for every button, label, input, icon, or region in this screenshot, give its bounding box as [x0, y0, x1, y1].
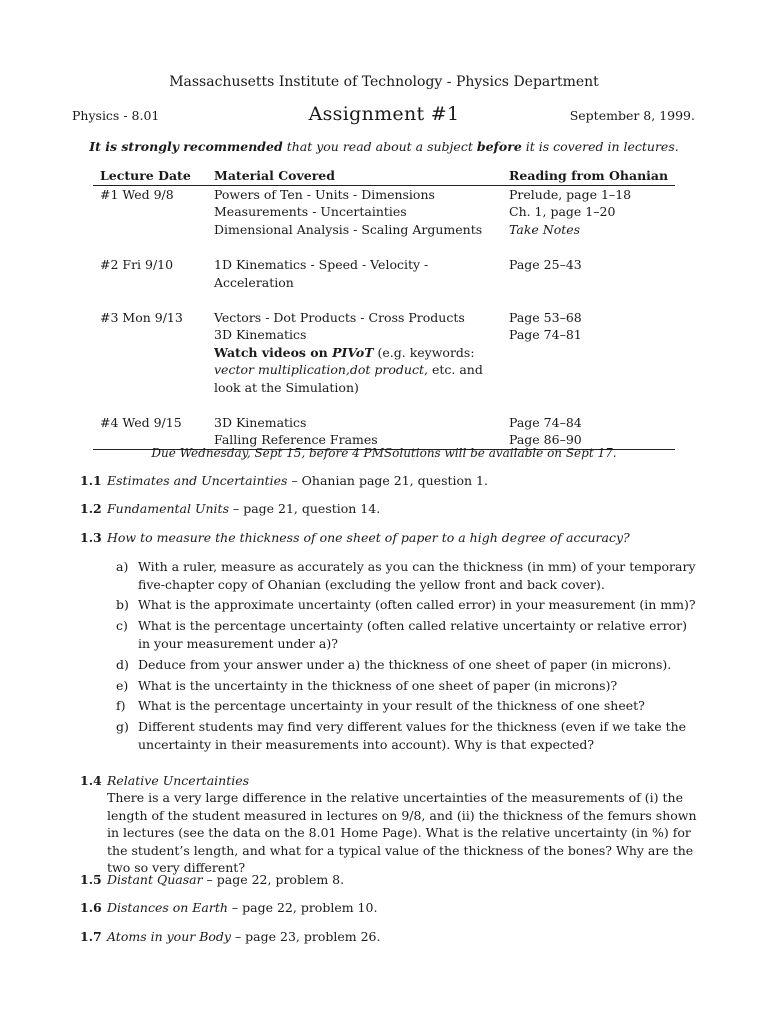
list-item [116, 558, 698, 593]
reading-cell: Prelude, page 1–18 [509, 187, 632, 202]
list-item [116, 596, 698, 614]
problem-topic: How to measure the thickness of one sheet of paper to a high degree of accuracy? [107, 530, 630, 545]
lecture-date: #4 Wed 9/15 [100, 415, 182, 431]
table-row [93, 379, 675, 396]
part-label: c) [116, 618, 128, 634]
list-item [116, 718, 698, 753]
part-text: What is the percentage uncertainty in your result of the thickness of one sheet? [138, 698, 645, 714]
recommendation-note [0, 139, 768, 154]
reading-cell: Page 86–90 [509, 431, 675, 449]
table-row [93, 221, 675, 238]
problem-1-4 [80, 772, 700, 789]
material-cell: Powers of Ten - Units - Dimensions [214, 187, 435, 202]
list-item [116, 677, 698, 695]
table-row [93, 414, 675, 431]
videos-note [214, 344, 509, 361]
material-cell: 3D Kinematics [214, 415, 307, 431]
videos-tail: (e.g. keywords: [373, 344, 475, 360]
problem-1-4-text: There is a very large difference in the relative uncertainties of the measurements of (i) the length of the student measured in lectures on 9/8, and (ii) the thickness of the femurs shown in lectures (see the data on the 8.01 Home Page). What is the relative uncertainty (in %) for the student’s length, and what for a typical value of the thickness of the bones? Why are the two so very different? [107, 790, 697, 875]
problem-topic: Atoms in your Body [107, 929, 231, 944]
col-header-material: Material Covered [214, 167, 509, 186]
problem-number: 1.4 [80, 773, 102, 788]
schedule-header-row [93, 167, 675, 186]
part-label: d) [116, 656, 129, 672]
problem-number: 1.6 [80, 900, 102, 915]
table-row [93, 344, 675, 361]
part-text: What is the percentage uncertainty (often called relative uncertainty or relative error) in your measurement under a)? [138, 618, 688, 651]
table-row [93, 256, 675, 291]
part-label: b) [116, 597, 129, 613]
reading-cell: Page 25–43 [509, 257, 582, 273]
list-item [116, 617, 698, 652]
problem-number: 1.3 [80, 530, 102, 545]
problem-reference: – page 22, problem 8. [202, 872, 345, 887]
problem-1-2 [80, 500, 700, 517]
list-item [116, 697, 698, 715]
col-header-date: Lecture Date [93, 167, 214, 186]
due-date-note: Due Wednesday, Sept 15, before 4 PMSolutions will be available on Sept 17. [151, 446, 617, 460]
pivot-name: PIVoT [332, 344, 374, 360]
reading-cell: Page 53–68 [509, 310, 582, 326]
problem-1-3-parts [116, 558, 698, 757]
assignment-date: September 8, 1999. [569, 108, 695, 123]
keywords: vector multiplication,dot product [214, 362, 425, 378]
schedule-table [93, 167, 675, 450]
lecture-date: #3 Mon 9/13 [100, 310, 183, 326]
institute-heading: Massachusetts Institute of Technology - Physics Department [169, 74, 599, 90]
videos-bold: Watch videos on [214, 344, 333, 360]
problem-1-7 [80, 928, 700, 945]
problem-1-6 [80, 899, 700, 916]
list-item [116, 656, 698, 674]
part-label: f) [116, 698, 126, 714]
problem-number: 1.2 [80, 501, 102, 516]
recommend-text-1: that you read about a subject [282, 139, 477, 154]
recommend-emphasis: It is strongly recommended [89, 139, 283, 154]
reading-cell: Take Notes [509, 221, 581, 237]
simulation-note: look at the Simulation) [214, 379, 359, 395]
material-cell: Dimensional Analysis - Scaling Arguments [214, 221, 483, 237]
part-label: e) [116, 677, 129, 693]
material-cell: Falling Reference Frames [214, 431, 509, 449]
problem-topic: Relative Uncertainties [107, 773, 250, 788]
material-cell: Vectors - Dot Products - Cross Products [214, 310, 465, 326]
problem-number: 1.5 [80, 872, 102, 887]
problem-number: 1.7 [80, 929, 102, 944]
table-row [93, 326, 675, 343]
material-cell: Measurements - Uncertainties [214, 204, 407, 220]
problem-reference: – page 22, problem 10. [227, 900, 378, 915]
problem-topic: Fundamental Units [107, 501, 229, 516]
table-row [93, 309, 675, 326]
problem-1-1 [80, 472, 700, 489]
part-text: What is the uncertainty in the thickness of one sheet of paper (in microns)? [138, 677, 618, 693]
page-title: Assignment #1 [308, 103, 460, 125]
table-row [93, 203, 675, 220]
keywords-tail: , etc. and [424, 362, 483, 378]
problem-topic: Estimates and Uncertainties [107, 473, 288, 488]
part-label: a) [116, 559, 129, 574]
lecture-date: #1 Wed 9/8 [100, 187, 174, 202]
reading-cell: Ch. 1, page 1–20 [509, 204, 616, 220]
part-text: Different students may find very different values for the thickness (even if we take the uncertainty in their measurements into account). Why is that expected? [138, 719, 687, 752]
problem-topic: Distances on Earth [107, 900, 228, 915]
problem-1-5 [80, 871, 700, 888]
keywords-note [214, 361, 509, 378]
problem-1-3 [80, 529, 700, 546]
part-text: Deduce from your answer under a) the thickness of one sheet of paper (in microns). [138, 656, 672, 672]
part-label: g) [116, 719, 129, 735]
reading-cell: Page 74–84 [509, 415, 582, 431]
material-cell: 3D Kinematics [214, 327, 307, 343]
col-header-reading: Reading from Ohanian [509, 167, 675, 186]
problem-reference: – page 23, problem 26. [230, 929, 381, 944]
part-text: With a ruler, measure as accurately as you can the thickness (in mm) of your temporary five-chapter copy of Ohanian (excluding the yellow front and back cover). [138, 559, 696, 592]
recommend-before: before [476, 139, 522, 154]
reading-cell: Page 74–81 [509, 327, 582, 343]
table-row [93, 186, 675, 204]
table-row [93, 361, 675, 378]
problem-reference: – Ohanian page 21, question 1. [287, 473, 488, 488]
recommend-text-2: it is covered in lectures. [521, 139, 679, 154]
part-text: What is the approximate uncertainty (often called error) in your measurement (in mm)? [138, 597, 696, 613]
course-code: Physics - 8.01 [72, 108, 160, 123]
problem-reference: – page 21, question 14. [229, 501, 381, 516]
problem-topic: Distant Quasar [107, 872, 203, 887]
problem-number: 1.1 [80, 473, 102, 488]
material-cell: 1D Kinematics - Speed - Velocity - Acceleration [214, 257, 429, 290]
lecture-date: #2 Fri 9/10 [100, 257, 174, 273]
